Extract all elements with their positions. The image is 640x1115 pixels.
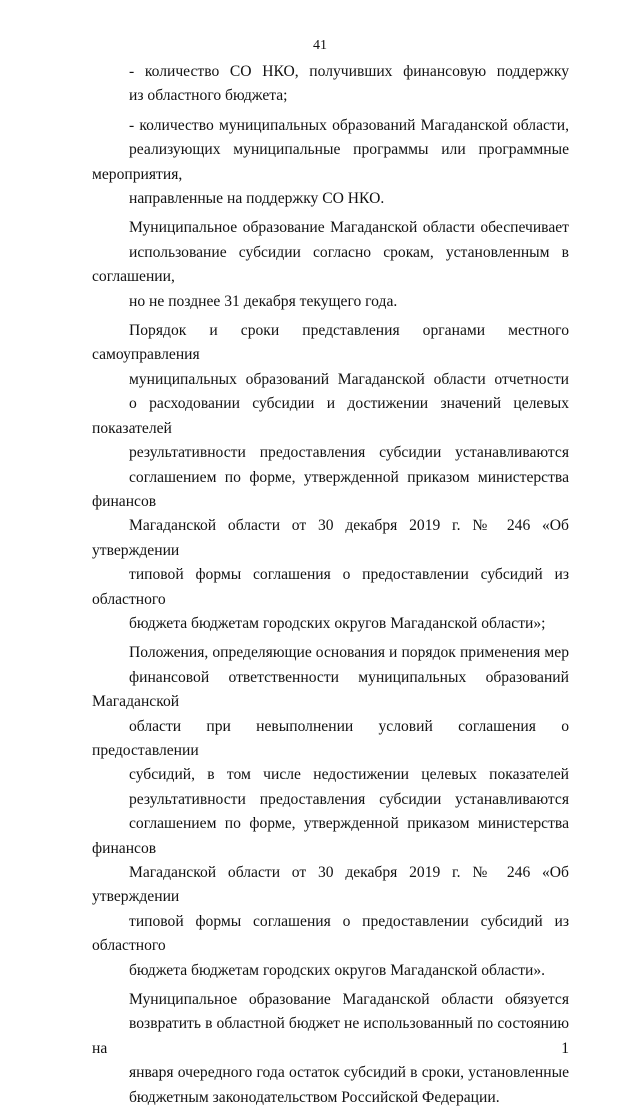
text-line: результативности предоставления субсидии устанавливаются — [129, 790, 569, 808]
text-line: - количество СО НКО, получивших финансовую поддержку — [129, 63, 569, 80]
paragraph — [92, 114, 569, 212]
text-line: области при невыполнении условий соглашения о предоставлении — [92, 717, 569, 759]
document-body — [92, 60, 569, 1115]
text-line: Магаданской области от 30 декабря 2019 г. № 246 «Об утверждении — [92, 864, 569, 906]
text-line: из областного бюджета; — [129, 87, 288, 105]
text-line: направленные на поддержку СО НКО. — [129, 190, 385, 208]
text-line: типовой формы соглашения о предоставлении субсидий из областного — [92, 912, 569, 955]
page-number: 41 — [313, 38, 327, 53]
text-line: бюджетным законодательством Российской Федерации. — [129, 1088, 500, 1106]
text-line: Муниципальное образование Магаданской области обязуется — [129, 991, 569, 1009]
paragraph — [92, 319, 569, 636]
text-line: но не позднее 31 декабря текущего года. — [129, 292, 398, 310]
paragraph — [92, 216, 569, 314]
text-line: Порядок и сроки представления органами местного самоуправления — [92, 322, 569, 364]
paragraph — [92, 988, 569, 1110]
text-line: соглашением по форме, утвержденной приказом министерства финансов — [92, 468, 569, 510]
text-line: реализующих муниципальные программы или программные мероприятия, — [92, 141, 569, 183]
text-line: субсидий, в том числе недостижении целевых показателей — [129, 766, 569, 784]
text-line: - количество муниципальных образований Магаданской области, — [129, 116, 569, 134]
text-line: о расходовании субсидии и достижении значений целевых показателей — [92, 395, 569, 437]
text-line: использование субсидии согласно срокам, установленным в соглашении, — [92, 243, 569, 286]
paragraph — [92, 641, 569, 983]
text-line: бюджета бюджетам городских округов Магаданской области»; — [129, 614, 546, 632]
text-line: Магаданской области от 30 декабря 2019 г. № 246 «Об утверждении — [92, 517, 569, 559]
text-line: муниципальных образований Магаданской области отчетности — [129, 370, 569, 388]
text-line: результативности предоставления субсидии устанавливаются — [129, 444, 569, 462]
text-line: финансовой ответственности муниципальных образований Магаданской — [92, 668, 569, 711]
text-line: января очередного года остаток субсидий в сроки, установленные — [129, 1064, 569, 1082]
text-line: Положения, определяющие основания и порядок применения мер — [129, 644, 569, 662]
text-line: возвратить в областной бюджет не использованный по состоянию на 1 — [92, 1015, 569, 1057]
text-line: Муниципальное образование Магаданской области обеспечивает — [129, 219, 569, 237]
text-line: типовой формы соглашения о предоставлении субсидий из областного — [92, 566, 569, 608]
paragraph — [92, 60, 569, 109]
text-line: бюджета бюджетам городских округов Магаданской области». — [129, 961, 546, 979]
text-line: соглашением по форме, утвержденной приказом министерства финансов — [92, 815, 569, 857]
